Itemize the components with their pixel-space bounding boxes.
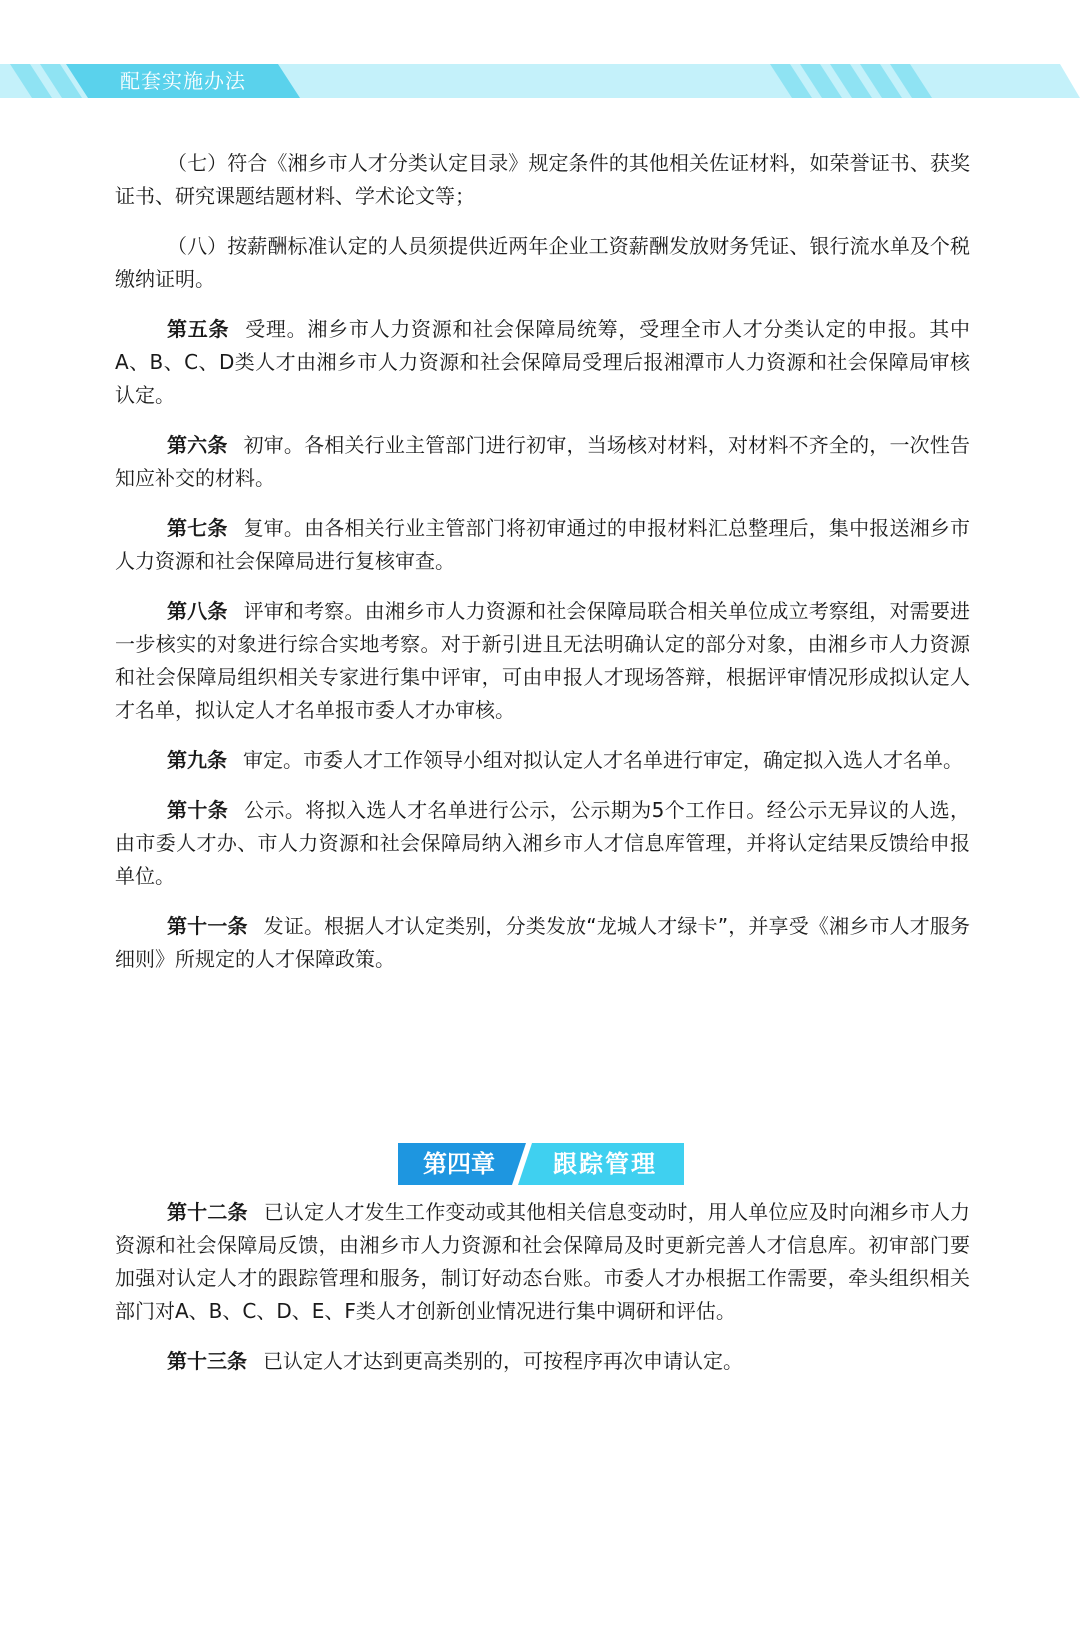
article-text: 发证。根据人才认定类别，分类发放“龙城人才绿卡”，并享受《湘乡市人才服务细则》所规定的人才保障政策。 (115, 914, 971, 971)
article-text: 审定。市委人才工作领导小组对拟认定人才名单进行审定，确定拟入选人才名单。 (243, 748, 963, 772)
article-number: 第五条 (167, 317, 230, 341)
article-number: 第十三条 (167, 1349, 247, 1373)
chapter-number: 第四章 (423, 1150, 495, 1178)
article-number: 第七条 (167, 516, 228, 540)
document-body (115, 147, 970, 993)
article-number: 第十一条 (167, 914, 248, 938)
article-6 (115, 429, 970, 495)
article-text: 公示。将拟入选人才名单进行公示，公示期为5个工作日。经公示无异议的人选，由市委人才办、市人力资源和社会保障局纳入湘乡市人才信息库管理，并将认定结果反馈给申报单位。 (115, 798, 971, 888)
article-10 (115, 794, 970, 893)
paragraph-item-8: （八）按薪酬标准认定的人员须提供近两年企业工资薪酬发放财务凭证、银行流水单及个税缴纳证明。 (115, 234, 970, 291)
paragraph-item-7: （七）符合《湘乡市人才分类认定目录》规定条件的其他相关佐证材料，如荣誉证书、获奖证书、研究课题结题材料、学术论文等； (115, 151, 970, 208)
article-number: 第十二条 (167, 1200, 248, 1224)
article-text: 评审和考察。由湘乡市人力资源和社会保障局联合相关单位成立考察组，对需要进一步核实的对象进行综合实地考察。对于新引进且无法明确认定的部分对象，由湘乡市人力资源和社会保障局组织相关专家进行集中评审，可由申报人才现场答辩，根据评审情况形成拟认定人才名单，拟认定人才名单报市委人才办审核。 (115, 599, 971, 722)
chapter-name: 跟踪管理 (553, 1150, 657, 1178)
article-number: 第十条 (167, 798, 229, 822)
article-text: 初审。各相关行业主管部门进行初审，当场核对材料，对材料不齐全的，一次性告知应补交的材料。 (115, 433, 971, 490)
article-5 (115, 313, 970, 412)
article-11 (115, 910, 970, 976)
article-12 (115, 1196, 970, 1328)
article-7 (115, 512, 970, 578)
chapter-heading (398, 1143, 684, 1185)
document-body-chapter-4 (115, 1196, 970, 1395)
article-13 (115, 1345, 970, 1378)
article-text: 复审。由各相关行业主管部门将初审通过的申报材料汇总整理后，集中报送湘乡市人力资源和社会保障局进行复核审查。 (115, 516, 971, 573)
article-number: 第九条 (167, 748, 227, 772)
article-9 (115, 744, 970, 777)
section-title: 配套实施办法 (120, 69, 246, 93)
article-8 (115, 595, 970, 727)
article-number: 第八条 (167, 599, 228, 623)
article-text: 已认定人才达到更高类别的，可按程序再次申请认定。 (263, 1349, 743, 1373)
article-number: 第六条 (167, 433, 228, 457)
article-text: 受理。湘乡市人力资源和社会保障局统筹，受理全市人才分类认定的申报。其中A、B、C、D类人才由湘乡市人力资源和社会保障局受理后报湘潭市人力资源和社会保障局审核认定。 (115, 317, 971, 407)
article-text: 已认定人才发生工作变动或其他相关信息变动时，用人单位应及时向湘乡市人力资源和社会保障局反馈，由湘乡市人力资源和社会保障局及时更新完善人才信息库。初审部门要加强对认定人才的跟踪管理和服务，制订好动态台账。市委人才办根据工作需要，牵头组织相关部门对A、B、C、D、E、F类人才创新创业情况进行集中调研和评估。 (115, 1200, 971, 1323)
